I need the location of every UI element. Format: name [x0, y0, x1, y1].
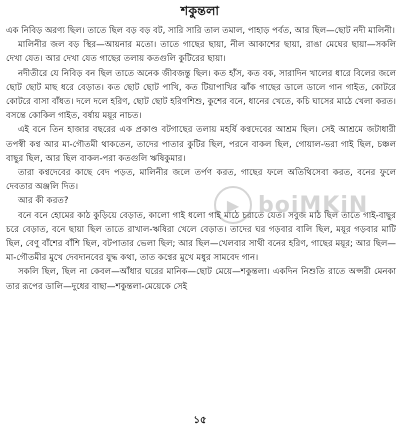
text-body [6, 24, 396, 294]
watermark-text: boiMKiN [258, 192, 369, 218]
paragraph-3: নদীতীরে যে নিবিড় বন ছিল তাতে অনেক জীবজন্তু ছিল। কত হাঁস, কত বক, সারাদিন খালের ধারে বিলের জলে ছোট ছোট মাছ ধরে বেড়াত। কত ছোট ছোট পাখি, কত টিয়াপাখির ঝাঁক গাছের ডালে ডালে গান গাইত, কোটরে কোটরে বাসা বাঁধত। দলে দলে হরিণ, ছোট ছোট হরিণশিশু, কুশের বনে, ধানের খেতে, কচি ঘাসের মাঠে খেলা করত। বসন্তে কোকিল গাইত, বর্ষায় ময়ূর নাচত। [6, 68, 396, 122]
paragraph-8: সকলি ছিল, ছিল না কেবল—আঁধার ঘরের মানিক—ছোট মেয়ে—শকুন্তলা। একদিন নিশুতি রাতে অপ্সরী মেনকা তার রূপের ডালি—দুধের বাছা—শকুন্তলা-মেয়েকে সেই [6, 267, 396, 292]
paragraph-1: এক নিবিড় অরণ্য ছিল। তাতে ছিল বড় বড় বট, সারি সারি তাল তমাল, পাহাড় পর্বত, আর ছিল—ছোট নদী মালিনী। [6, 26, 395, 36]
paragraph-5: তারা কণ্বদেবের কাছে বেদ পড়ত, মালিনীর জলে তর্পণ করত, গাছের ফলে অতিথিসেবা করত, বনের ফুলে দেবতার অঞ্জলি দিত। [6, 168, 396, 193]
paragraph-4: এই বনে তিন হাজার বছরের এক প্রকাণ্ড বটগাছের তলায় মহর্ষি কণ্বদেবের আশ্রম ছিল। সেই আশ্রমে জটাধারী তপস্বী কণ্ব আর মা-গৌতমী থাকতেন, তাদের পাতার কুটির ছিল, পরনে বাকল ছিল, গোয়াল-ভরা গাই ছিল, চঞ্চল বাছুর ছিল, আর ছিল বাকল-পরা কতগুলি ঋষিকুমার। [6, 125, 396, 164]
page-title: শকুন্তলা [180, 3, 220, 18]
paragraph-2: মালিনীর জল বড় স্থির—আয়নার মতো। তাতে গাছের ছায়া, নীল আকাশের ছায়া, রাঙা মেঘের ছায়া—সকলি দেখা যেত। আর দেখা যেত গাছের তলায় কতগুলি কুটিরের ছায়া। [6, 40, 396, 65]
page-number: ১৫ [193, 415, 207, 426]
paragraph-7: বনে বনে হোমের কাঠ কুড়িয়ে বেড়াত, কালো গাই ধলো গাই মাঠে চরাতে যেত। সবুজ মাঠ ছিল তাতে গাই-বাছুর চরে বেড়াত, বনে ছায়া ছিল তাতে রাখাল-ঋষিরা খেলে বেড়াত। তাদের ঘর গড়বার বালি ছিল, ময়ূর গড়বার মাটি ছিল, বেণু বাঁশের বাঁশি ছিল, বটপাতার ভেলা ছিল; আর ছিল—খেলবার সাথী বনের হরিণ, গাছের ময়ূর; আর ছিল—মা-গৌতমীর মুখে দেবদানবের যুদ্ধ কথা, তাত কণ্বের মুখে মধুর সামবেদ গান। [6, 210, 396, 264]
paragraph-6: আর কী করত? [18, 196, 69, 207]
play-circle-icon: ▶ [214, 186, 252, 224]
